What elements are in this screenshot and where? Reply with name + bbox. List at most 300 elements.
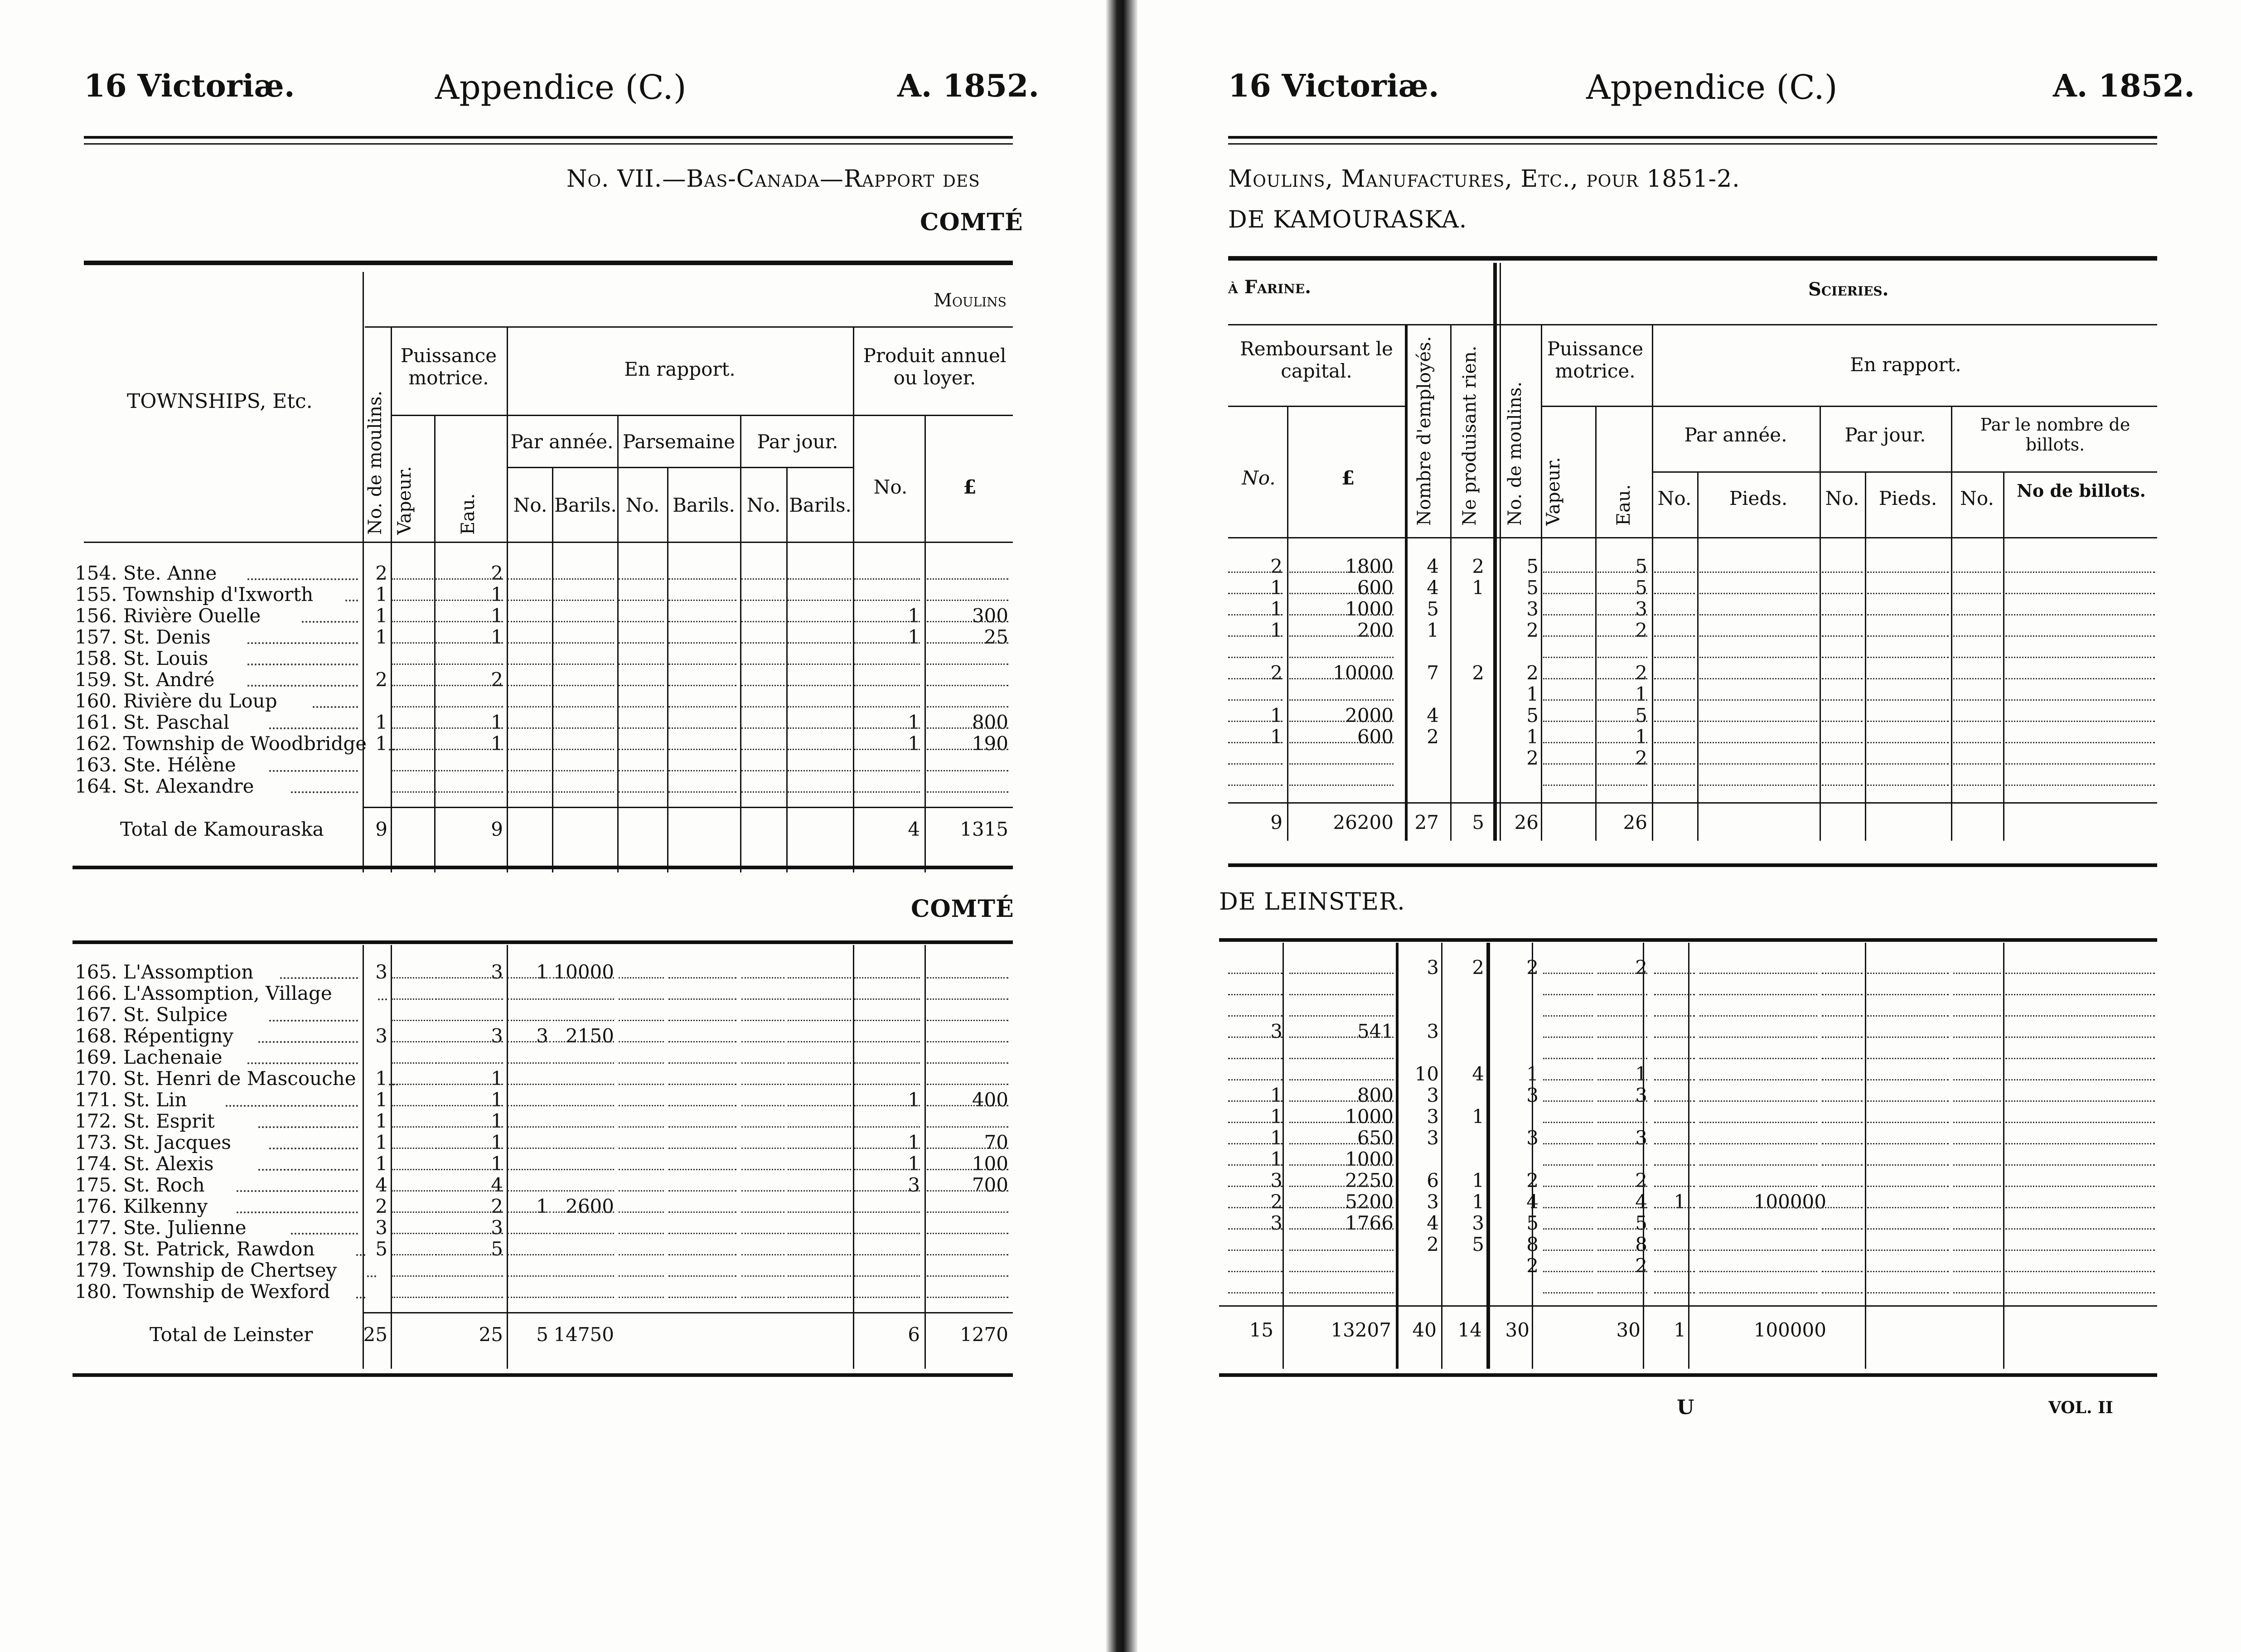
cell-dots — [553, 600, 614, 601]
rv-i — [1951, 406, 1952, 841]
cell-dots — [1867, 1143, 1949, 1144]
cell-dots — [1867, 1228, 1949, 1230]
cell-dots — [1699, 1228, 1817, 1230]
col-ne-produisant: Ne produisant rien. — [1459, 345, 1480, 526]
col-no-2: No. — [625, 494, 660, 516]
cell-dots — [1654, 1122, 1695, 1123]
cell-dots — [1228, 994, 1283, 995]
cell-dots — [927, 998, 1008, 1000]
cell-dots — [1953, 785, 2001, 786]
hdr-bottom — [84, 542, 1013, 543]
cell-dots — [788, 1041, 851, 1042]
table-top-rule — [84, 261, 1013, 265]
cell-dots — [553, 1020, 614, 1021]
cell-eau: 2 — [491, 1195, 503, 1217]
cell-dots — [1953, 1186, 2001, 1187]
cell-eau: 1 — [491, 1153, 503, 1175]
signature-mark: U — [1677, 1396, 1694, 1419]
cell-dots — [1228, 785, 1283, 786]
cell-eau: 8 — [1635, 1233, 1647, 1255]
total-produit-no: 4 — [908, 818, 920, 840]
cell-dots — [1822, 635, 1863, 637]
col-barils-3: Barils. — [789, 494, 852, 516]
cell-dots — [553, 1169, 614, 1170]
leader-dots — [269, 1020, 358, 1022]
cell-farine-val: 600 — [1357, 577, 1394, 599]
cell-dots — [1867, 1037, 1949, 1038]
cell-dots — [1867, 572, 1949, 573]
cell-moulins: 1 — [375, 1089, 387, 1111]
cell-dots — [1867, 657, 1949, 658]
cell-dots — [1822, 1164, 1863, 1166]
cell-dots — [854, 1233, 920, 1234]
header-rule-right — [1228, 136, 2157, 139]
cell-dots — [1228, 1143, 1283, 1144]
cell-eau: 5 — [1635, 704, 1647, 727]
cell-dots — [668, 600, 736, 601]
total-moulins: 9 — [375, 818, 387, 840]
scieries-label: Scieries. — [1808, 279, 1889, 300]
cell-dots — [1953, 1143, 2001, 1144]
cell-dots — [1953, 1207, 2001, 1208]
cell-dots — [1699, 1164, 1817, 1166]
cell-dots — [788, 977, 851, 979]
cell-dots — [927, 685, 1008, 686]
vline-l5 — [924, 945, 926, 1369]
col-no-moulins: No. de moulins. — [365, 390, 386, 535]
cell-dots — [508, 1169, 551, 1170]
cell-dots — [1654, 1037, 1695, 1038]
cell-produit-val: 25 — [984, 626, 1008, 648]
col-employes: Nombre d'employés. — [1414, 336, 1435, 526]
cell-produit-val: 190 — [972, 732, 1008, 755]
cell-dots — [741, 706, 784, 707]
cell-dots — [1654, 742, 1695, 743]
cell-dots — [1228, 742, 1283, 743]
cell-employes: 3 — [1427, 1084, 1439, 1106]
cell-ne-produisant: 1 — [1472, 577, 1484, 599]
cell-dots — [435, 1233, 503, 1234]
col-vapeur-right: Vapeur. — [1543, 457, 1564, 526]
cell-moulins: 1 — [375, 605, 387, 627]
leader-dots — [247, 578, 358, 580]
cell-dots — [854, 621, 920, 622]
cell-dots — [619, 770, 664, 771]
cell-moulins: 5 — [1526, 555, 1539, 577]
leader-dots — [247, 664, 358, 665]
cell-dots — [2005, 572, 2155, 573]
cell-ne-produisant: 2 — [1472, 555, 1484, 577]
cell-dots — [2005, 1250, 2155, 1251]
cell-dots — [553, 1190, 614, 1192]
cell-dots — [1597, 1292, 1647, 1294]
cell-dots — [1822, 973, 1863, 974]
row-name: 165. L'Assomption — [75, 961, 254, 983]
cell-moulins: 3 — [375, 1216, 387, 1239]
cell-dots — [553, 749, 614, 750]
leader-dots — [269, 1148, 358, 1149]
cell-dots — [741, 578, 784, 580]
cell-moulins: 1 — [375, 732, 387, 755]
cell-dots — [435, 1169, 503, 1170]
leinster-top-rule — [73, 940, 1013, 944]
cell-dots — [1289, 1250, 1394, 1251]
vline-g — [740, 415, 741, 872]
cell-eau: 5 — [1635, 1212, 1647, 1234]
rv-d — [1541, 324, 1542, 841]
cell-dots — [1228, 763, 1283, 765]
cell-dots — [1597, 1079, 1647, 1080]
cell-dots — [392, 685, 433, 686]
cell-dots — [1822, 572, 1863, 573]
cell-dots — [1654, 785, 1695, 786]
cell-dots — [619, 749, 664, 750]
cell-dots — [2005, 699, 2155, 701]
row-name: 169. Lachenaie — [75, 1046, 223, 1068]
cell-dots — [927, 1126, 1008, 1128]
cell-dots — [1289, 699, 1394, 701]
cell-dots — [508, 727, 551, 729]
cell-rapport-no: 1 — [536, 961, 548, 983]
cell-dots — [1543, 1250, 1593, 1251]
cell-dots — [788, 600, 851, 601]
cell-moulins: 5 — [1526, 704, 1539, 727]
cell-produit-no: 1 — [908, 711, 920, 733]
cell-dots — [1699, 994, 1817, 995]
cell-moulins: 1 — [375, 583, 387, 606]
cell-eau: 5 — [1635, 555, 1647, 577]
row-name: 171. St. Lin — [75, 1089, 187, 1111]
cell-dots — [1289, 1100, 1394, 1102]
cell-farine-val: 2000 — [1345, 704, 1394, 727]
cell-moulins: 1 — [375, 1153, 387, 1175]
cell-dots — [1543, 1271, 1593, 1272]
cell-dots — [854, 1084, 920, 1085]
row-name: 163. Ste. Hélène — [75, 754, 236, 776]
cell-dots — [508, 642, 551, 644]
rl-b — [1396, 943, 1399, 1369]
rl-e — [1532, 943, 1533, 1369]
cell-moulins: 2 — [1526, 1255, 1539, 1277]
cell-farine-no: 1 — [1270, 577, 1283, 599]
cell-farine-no: 1 — [1270, 1148, 1283, 1170]
cell-dots — [788, 1105, 851, 1106]
report-title: No. VII.—Bas-Canada—Rapport des — [566, 165, 980, 193]
cell-dots — [508, 1275, 551, 1277]
cell-dots — [392, 642, 433, 644]
cell-employes: 2 — [1427, 726, 1439, 748]
cell-dots — [1699, 742, 1817, 743]
cell-dots — [854, 1190, 920, 1192]
cell-dots — [1654, 1271, 1695, 1272]
cell-dots — [1822, 1186, 1863, 1187]
cell-dots — [1289, 763, 1394, 765]
cell-dots — [741, 1233, 784, 1234]
cell-dots — [668, 1254, 736, 1255]
cell-dots — [854, 1126, 920, 1128]
cell-dots — [508, 1105, 551, 1106]
cell-dots — [553, 791, 614, 793]
cell-dots — [1289, 1207, 1394, 1208]
cell-dots — [1822, 763, 1863, 765]
total-rapport-barils: 14750 — [553, 1323, 614, 1346]
cell-farine-val: 1000 — [1345, 1148, 1394, 1170]
cell-dots — [1597, 1228, 1647, 1230]
cell-moulins: 1 — [375, 1110, 387, 1132]
cell-dots — [1953, 1037, 2001, 1038]
leader-dots — [258, 1126, 358, 1128]
cell-dots — [927, 1062, 1008, 1064]
cell-dots — [1867, 593, 1949, 594]
cell-dots — [1228, 657, 1283, 658]
cell-dots — [1822, 699, 1863, 701]
cell-employes: 1 — [1427, 619, 1439, 641]
cell-dots — [392, 998, 433, 1000]
cell-dots — [435, 1126, 503, 1128]
cell-dots — [1953, 1228, 2001, 1230]
cell-dots — [1867, 1100, 1949, 1102]
cell-dots — [741, 1062, 784, 1064]
leader-dots — [258, 1169, 358, 1171]
cell-eau: 2 — [491, 669, 503, 691]
cell-dots — [668, 706, 736, 707]
cell-dots — [392, 1020, 433, 1021]
cell-dots — [927, 1190, 1008, 1192]
cell-dots — [741, 749, 784, 750]
cell-dots — [392, 706, 433, 707]
cell-dots — [1228, 1164, 1283, 1166]
cell-dots — [741, 1297, 784, 1298]
cell-dots — [392, 1148, 433, 1149]
cell-dots — [668, 727, 736, 729]
cell-dots — [741, 998, 784, 1000]
cell-dots — [1543, 572, 1593, 573]
cell-moulins: 1 — [375, 711, 387, 733]
cell-farine-no: 2 — [1270, 1191, 1283, 1213]
cell-dots — [1289, 1037, 1394, 1038]
cell-dots — [788, 1275, 851, 1277]
cell-dots — [741, 621, 784, 622]
cell-dots — [1953, 1122, 2001, 1123]
cell-dots — [927, 642, 1008, 644]
total-line — [1219, 1305, 2157, 1307]
cell-dots — [1822, 614, 1863, 615]
cell-dots — [553, 1211, 614, 1213]
cell-dots — [788, 1062, 851, 1064]
col-par-annee-right: Par année. — [1684, 424, 1787, 446]
cell-dots — [1543, 763, 1593, 765]
cell-eau: 2 — [1635, 1255, 1647, 1277]
cell-moulins: 4 — [375, 1174, 387, 1196]
cell-dots — [435, 1211, 503, 1213]
cell-dots — [508, 621, 551, 622]
cell-dots — [553, 578, 614, 580]
cell-dots — [1867, 1292, 1949, 1294]
cell-produit-no: 1 — [908, 732, 920, 755]
volume-label: VOL. II — [2048, 1398, 2113, 1417]
cell-dots — [1597, 572, 1647, 573]
col-no-billots: No de billots. — [2017, 480, 2146, 501]
cell-dots — [1953, 593, 2001, 594]
cell-farine-val: 1766 — [1345, 1212, 1394, 1234]
cell-dots — [392, 621, 433, 622]
cell-moulins: 5 — [375, 1238, 387, 1260]
cell-dots — [854, 642, 920, 644]
cell-dots — [788, 770, 851, 771]
cell-dots — [1699, 973, 1817, 974]
cell-dots — [392, 1190, 433, 1192]
cell-dots — [2005, 1079, 2155, 1080]
cell-dots — [619, 1062, 664, 1064]
cell-dots — [1699, 763, 1817, 765]
cell-dots — [788, 642, 851, 644]
kamouraska-rule — [73, 866, 1013, 869]
cell-dots — [788, 1148, 851, 1149]
cell-moulins: 5 — [1526, 577, 1539, 599]
cell-dots — [1543, 635, 1593, 637]
r-hdr-bottom — [1228, 537, 2157, 538]
cell-dots — [1953, 635, 2001, 637]
cell-dots — [788, 1297, 851, 1298]
leader-dots — [247, 642, 358, 644]
cell-dots — [1699, 1250, 1817, 1251]
cell-dots — [392, 749, 433, 750]
cell-dots — [788, 1084, 851, 1085]
cell-dots — [508, 600, 551, 601]
right-leinster-top-rule — [1219, 938, 2157, 942]
cell-dots — [1867, 699, 1949, 701]
col-no-r2: No. — [1825, 487, 1859, 509]
cell-eau: 1 — [491, 711, 503, 733]
cell-employes: 2 — [1427, 1233, 1439, 1255]
cell-dots — [1289, 721, 1394, 722]
cell-produit-val: 100 — [972, 1153, 1008, 1175]
leader-dots — [378, 998, 387, 1000]
row-name: 154. Ste. Anne — [75, 562, 217, 584]
cell-dots — [2005, 973, 2155, 974]
cell-dots — [1822, 1015, 1863, 1017]
cell-dots — [668, 998, 736, 1000]
cell-dots — [854, 791, 920, 793]
cell-dots — [508, 1297, 551, 1298]
cell-dots — [1597, 678, 1647, 679]
cell-dots — [1543, 1292, 1593, 1294]
cell-farine-val: 800 — [1357, 1084, 1394, 1106]
cell-dots — [1228, 1122, 1283, 1123]
cell-dots — [619, 621, 664, 622]
cell-eau: 1 — [491, 732, 503, 755]
cell-moulins: 5 — [1526, 1212, 1539, 1234]
cell-employes: 4 — [1427, 1212, 1439, 1234]
cell-produit-val: 700 — [972, 1174, 1008, 1196]
row-name: 173. St. Jacques — [75, 1131, 231, 1153]
cell-dots — [1228, 1271, 1283, 1272]
cell-dots — [1654, 1186, 1695, 1187]
cell-dots — [1699, 1015, 1817, 1017]
total-eau: 25 — [479, 1323, 503, 1346]
cell-dots — [1654, 1250, 1695, 1251]
total-moulins: 26 — [1514, 811, 1539, 833]
cell-farine-no: 2 — [1270, 662, 1283, 684]
cell-dots — [392, 1062, 433, 1064]
cell-dots — [1822, 1100, 1863, 1102]
cell-dots — [1822, 1250, 1863, 1251]
rl-c — [1441, 943, 1442, 1369]
cell-dots — [741, 977, 784, 979]
cell-dots — [1597, 593, 1647, 594]
leader-dots — [226, 1105, 358, 1107]
cell-dots — [927, 791, 1008, 793]
cell-dots — [508, 998, 551, 1000]
cell-dots — [1228, 1100, 1283, 1102]
comte-label-1: COMTÉ — [920, 208, 1023, 236]
cell-dots — [2005, 1271, 2155, 1272]
cell-eau: 2 — [1635, 1169, 1647, 1192]
cell-moulins: 2 — [1526, 956, 1539, 979]
cell-eau: 3 — [491, 961, 503, 983]
row-name: 161. St. Paschal — [75, 711, 230, 733]
cell-dots — [927, 1297, 1008, 1298]
cell-dots — [741, 1275, 784, 1277]
cell-dots — [854, 685, 920, 686]
cell-dots — [854, 977, 920, 979]
cell-dots — [1699, 1143, 1817, 1144]
cell-dots — [668, 685, 736, 686]
cell-dots — [1699, 1292, 1817, 1294]
col-no-3: No. — [746, 494, 781, 516]
hdr-line-3 — [508, 467, 854, 468]
cell-dots — [619, 1275, 664, 1277]
cell-dots — [1953, 1100, 2001, 1102]
col-puissance: Puissance motrice. — [400, 344, 497, 389]
cell-dots — [1597, 1143, 1647, 1144]
cell-moulins: 2 — [375, 669, 387, 691]
cell-dots — [553, 1084, 614, 1085]
cell-dots — [2005, 1228, 2155, 1230]
cell-dots — [435, 1084, 503, 1085]
cell-dots — [1654, 572, 1695, 573]
cell-dots — [1543, 1207, 1593, 1208]
col-produit-no: No. — [873, 476, 908, 498]
cell-dots — [1822, 593, 1863, 594]
cell-dots — [1867, 1271, 1949, 1272]
cell-dots — [854, 1169, 920, 1170]
cell-farine-no: 1 — [1270, 1127, 1283, 1149]
cell-dots — [392, 1211, 433, 1213]
cell-dots — [1822, 785, 1863, 786]
leader-dots — [345, 600, 358, 601]
vline-l3 — [507, 945, 508, 1369]
cell-dots — [553, 1105, 614, 1106]
cell-annee-pieds: 100000 — [1753, 1191, 1826, 1213]
cell-dots — [788, 1020, 851, 1021]
cell-dots — [2005, 1186, 2155, 1187]
cell-eau: 1 — [491, 583, 503, 606]
cell-rapport-barils: 2600 — [566, 1195, 614, 1217]
cell-dots — [668, 1020, 736, 1021]
cell-dots — [1289, 1271, 1394, 1272]
cell-dots — [668, 642, 736, 644]
cell-dots — [788, 998, 851, 1000]
cell-dots — [619, 600, 664, 601]
cell-employes: 3 — [1427, 1191, 1439, 1213]
cell-dots — [1953, 721, 2001, 722]
cell-dots — [788, 1254, 851, 1255]
cell-dots — [392, 1041, 433, 1042]
cell-dots — [1228, 973, 1283, 974]
cell-moulins: 1 — [1526, 726, 1539, 748]
cell-dots — [741, 1105, 784, 1106]
